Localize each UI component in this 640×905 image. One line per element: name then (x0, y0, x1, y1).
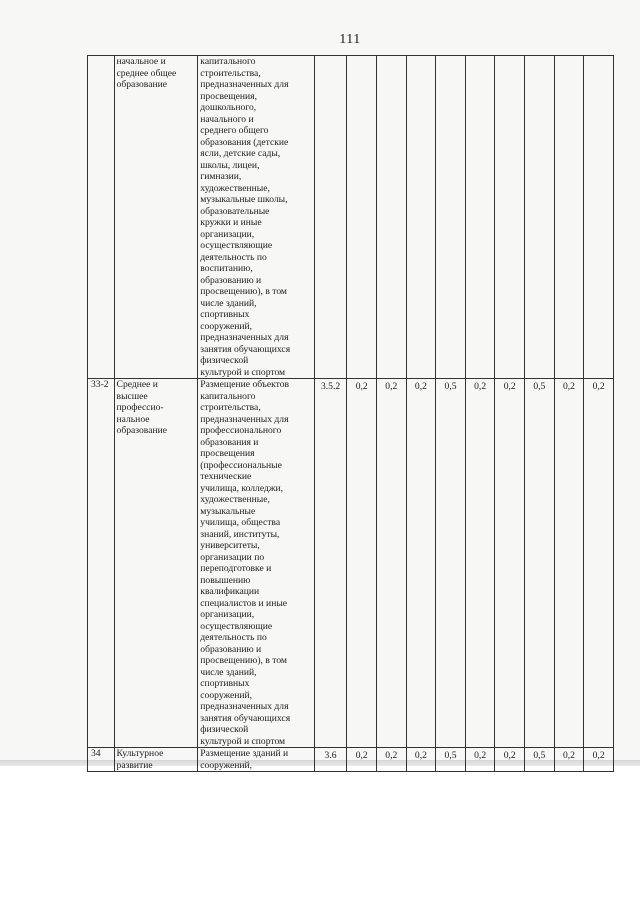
land-use-description: капитального строительства, предназначенных для просвещения, дошкольного, начального и среднего общего образования (детские ясли, детские сады, школы, лицеи, гимназии, художественные, музыкальные школы, образовательные кружки и иные организации, осуществляющие деятельность по воспитанию, образованию и просвещению), в том числе зданий, спортивных сооружений, предназначенных для занятия обучающихся физической культурой и спортом (198, 56, 314, 379)
value-cell (465, 56, 495, 379)
land-use-code (314, 56, 347, 379)
table-row (88, 56, 614, 379)
value-cell: 0,2 (377, 748, 407, 772)
value-cell: 0,2 (347, 379, 377, 748)
value-cell (495, 56, 525, 379)
land-use-code: 3.5.2 (314, 379, 347, 748)
land-use-description: Размещение объектов капитального строительства, предназначенных для профессионального образования и просвещения (профессиональные технические училища, колледжи, художественные, музыкальные училища, общества знаний, институты, университеты, организации по переподготовке и повышению квалификации специалистов и иные организации, осуществляющие деятельность по образованию и просвещению), в том числе зданий, спортивных сооружений, предназначенных для занятия обучающихся физической культурой и спортом (198, 379, 314, 748)
page-number: 111 (339, 32, 361, 47)
land-use-code: 3.6 (314, 748, 347, 772)
value-cell: 0,2 (554, 379, 584, 748)
value-cell: 0,2 (406, 748, 436, 772)
row-number: 34 (88, 748, 115, 772)
value-cell (436, 56, 466, 379)
value-cell: 0,5 (525, 748, 555, 772)
row-number (88, 56, 115, 379)
table-row (88, 379, 614, 748)
value-cell (377, 56, 407, 379)
value-cell: 0,2 (584, 379, 614, 748)
regulation-table (87, 55, 614, 772)
land-use-description: Размещение зданий и сооружений, (198, 748, 314, 772)
value-cell: 0,2 (406, 379, 436, 748)
value-cell (554, 56, 584, 379)
value-cell (406, 56, 436, 379)
value-cell: 0,2 (465, 748, 495, 772)
value-cell: 0,2 (584, 748, 614, 772)
value-cell: 0,2 (495, 748, 525, 772)
row-number: 33-2 (88, 379, 115, 748)
value-cell: 0,2 (377, 379, 407, 748)
value-cell: 0,5 (525, 379, 555, 748)
value-cell: 0,5 (436, 379, 466, 748)
land-use-name: начальное и среднее общее образование (114, 56, 198, 379)
value-cell: 0,2 (347, 748, 377, 772)
land-use-name: Среднее и высшее профессио- нальное образование (114, 379, 198, 748)
value-cell: 0,5 (436, 748, 466, 772)
value-cell: 0,2 (554, 748, 584, 772)
value-cell (584, 56, 614, 379)
value-cell: 0,2 (465, 379, 495, 748)
table-row (88, 748, 614, 772)
value-cell (347, 56, 377, 379)
land-use-name: Культурное развитие (114, 748, 198, 772)
value-cell (525, 56, 555, 379)
value-cell: 0,2 (495, 379, 525, 748)
